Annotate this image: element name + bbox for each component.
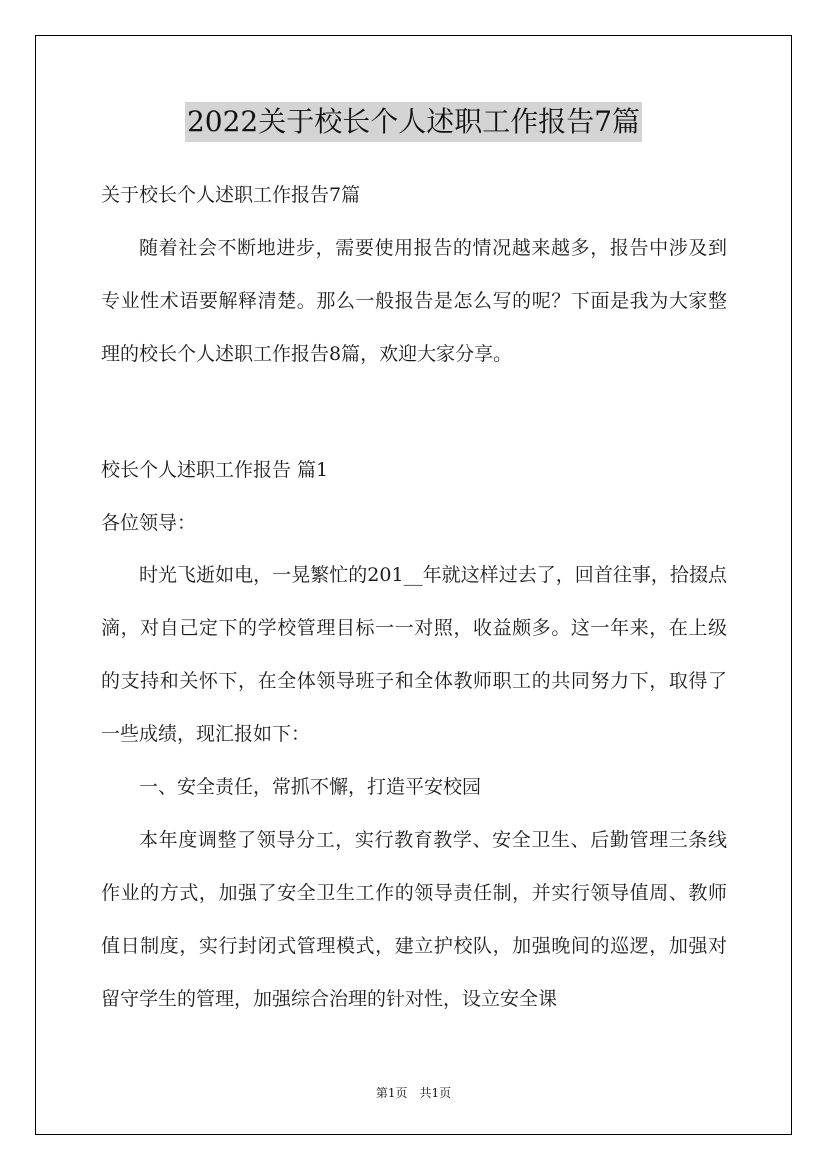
salutation: 各位领导： — [101, 512, 197, 534]
intro-paragraph: 随着社会不断地进步，需要使用报告的情况越来越多，报告中涉及到专业性术语要解释清楚。那么一般报告是怎么写的呢？下面是我为大家整理的校长个人述职工作报告8篇，欢迎大家分享。 — [101, 237, 727, 365]
body-paragraph-2: 本年度调整了领导分工，实行教育教学、安全卫生、后勤管理三条线作业的方式，加强了安全卫生工作的领导责任制，并实行领导值周、教师值日制度，实行封闭式管理模式，建立护校队，加强晚间的巡逻，加强对留守学生的管理，加强综合治理的针对性，设立安全课 — [101, 829, 727, 1010]
document-subtitle: 关于校长个人述职工作报告7篇 — [101, 184, 361, 206]
page-footer — [0, 1084, 827, 1101]
body-paragraph-1: 时光飞逝如电，一晃繁忙的201__年就这样过去了，回首往事，拾掇点滴，对自己定下的学校管理目标一一对照，收益颇多。这一年来，在上级的支持和关怀下，在全体领导班子和全体教师职工的共同努力下，取得了一些成绩，现汇报如下： — [101, 564, 727, 745]
document-title: 2022关于校长个人述职工作报告7篇 — [185, 102, 642, 142]
page-number: 第1页 共1页 — [375, 1086, 452, 1100]
title-container — [0, 102, 827, 142]
section-heading: 校长个人述职工作报告 篇1 — [101, 459, 329, 481]
point-heading-1: 一、安全责任，常抓不懈，打造平安校园 — [139, 776, 482, 798]
